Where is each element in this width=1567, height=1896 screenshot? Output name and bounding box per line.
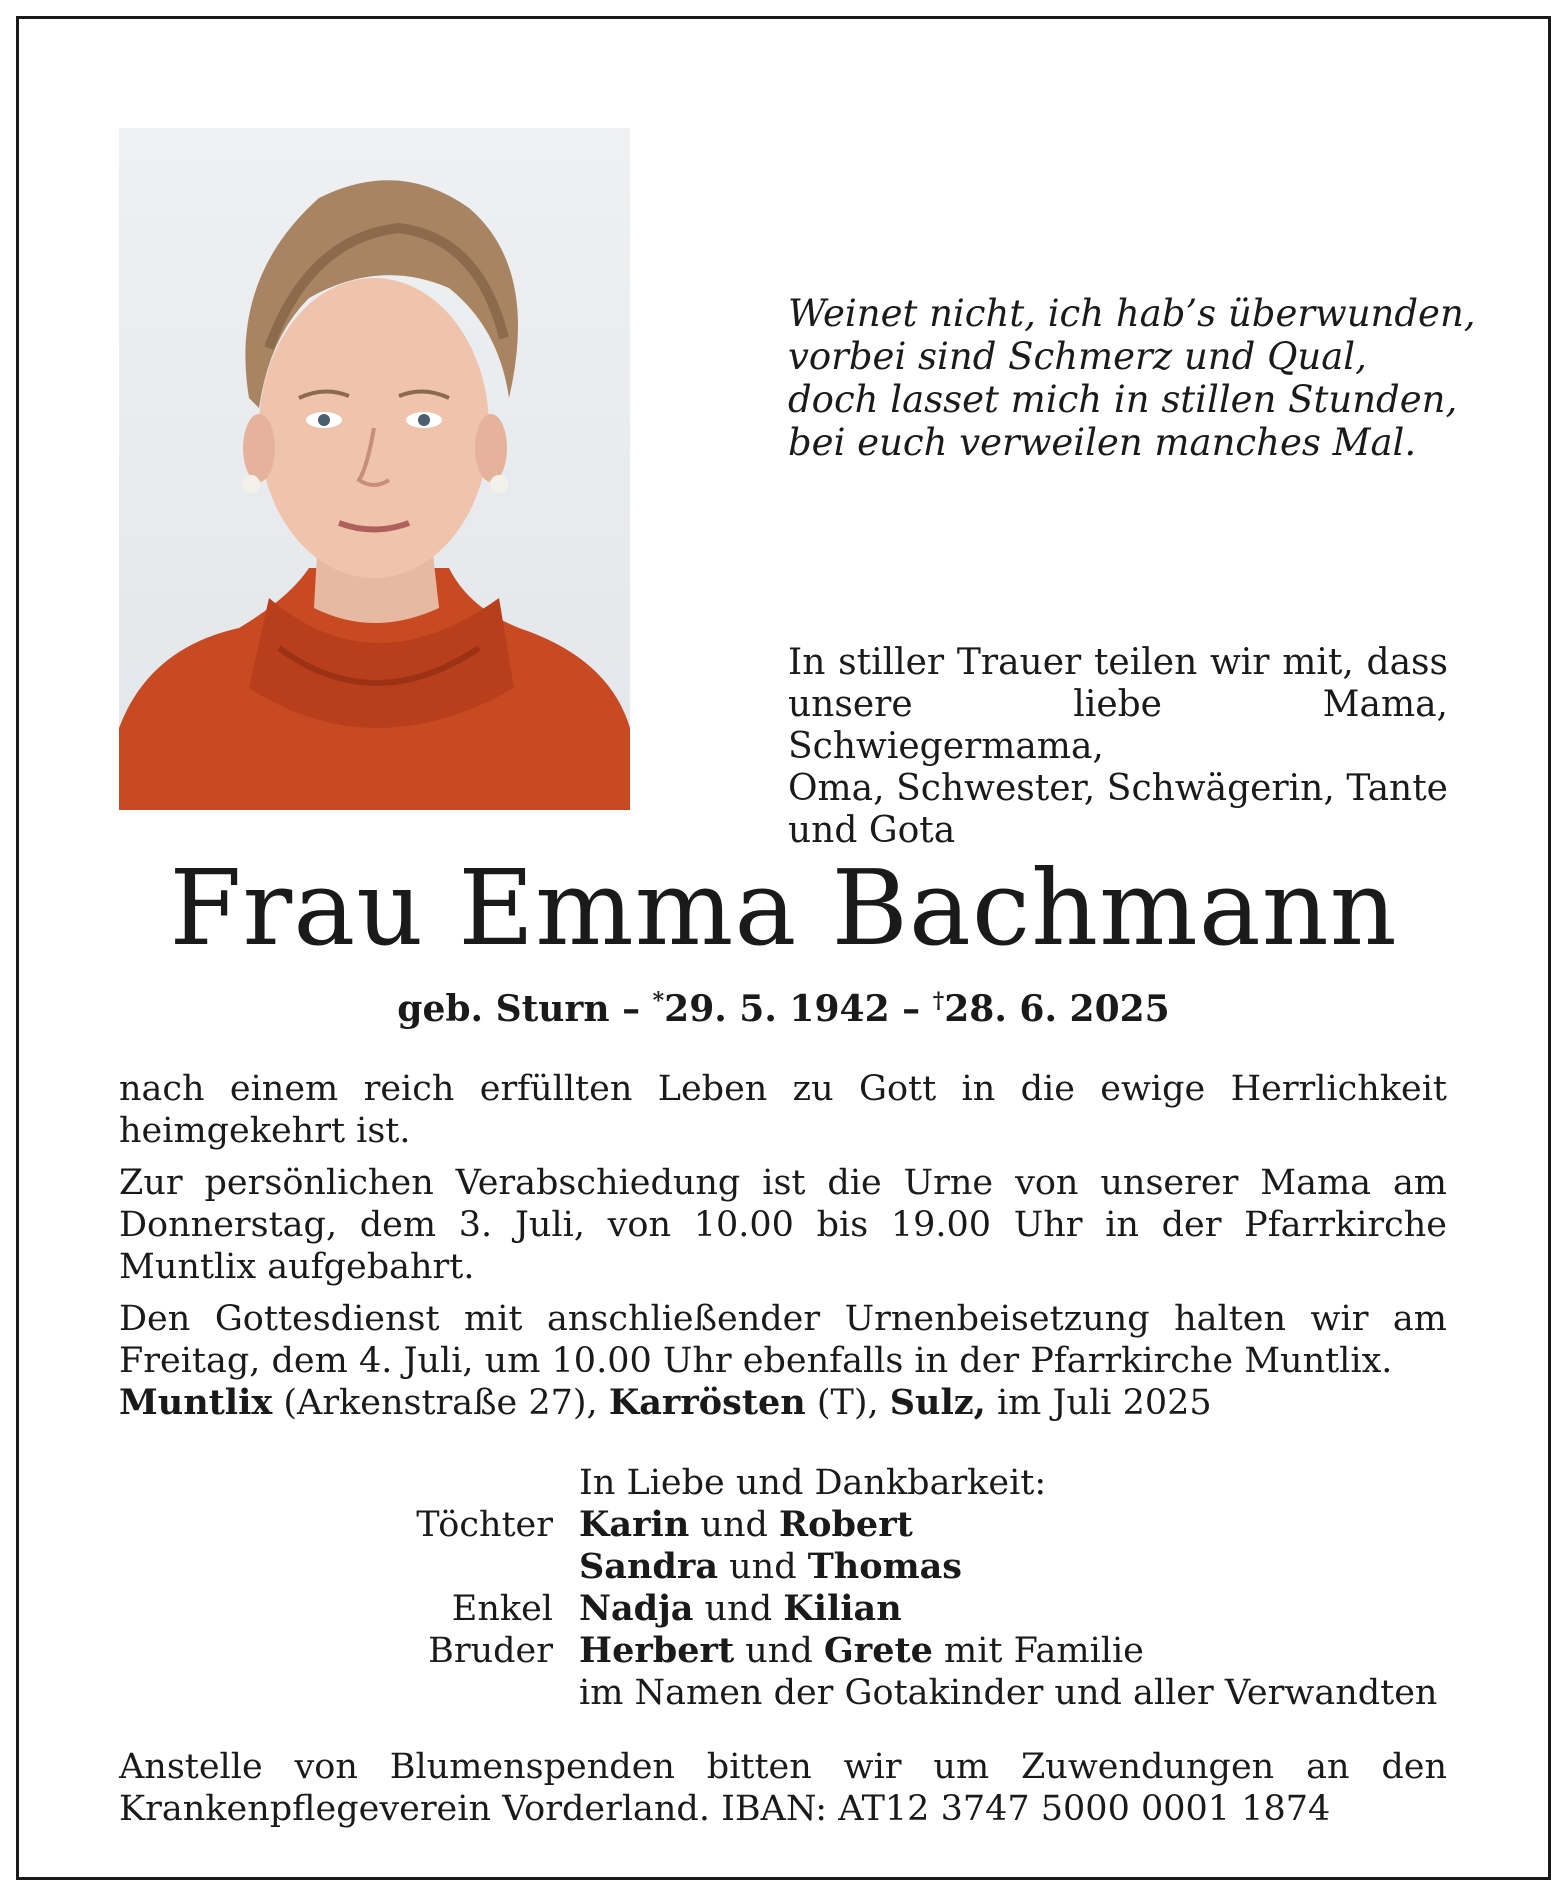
poem-verse [788, 292, 1476, 464]
mourner-name: Karin [579, 1504, 690, 1545]
mourner-name: Thomas [807, 1546, 963, 1587]
mourners-heading: In Liebe und Dankbarkeit: [579, 1463, 1047, 1503]
verse-line: vorbei sind Schmerz und Qual, [788, 335, 1367, 378]
announcement-body [119, 1068, 1447, 1392]
mourner-name: Kilian [783, 1588, 902, 1629]
verse-line: bei euch verweilen manches Mal. [788, 421, 1417, 464]
conjunction: und [718, 1547, 808, 1587]
birth-date: 29. 5. 1942 [664, 988, 890, 1030]
intro-line: und Gota [788, 810, 956, 851]
place-name: Karrösten [608, 1382, 806, 1423]
body-paragraph: nach einem reich erfüllten Leben zu Gott in die ewige Herrlichkeit heimgekehrt ist. [119, 1069, 1447, 1151]
body-paragraph: Zur persönlichen Verabschiedung ist die Urne von unserer Mama am Donnerstag, dem 3. Juli, von 10.00 bis 19.00 Uhr in der Pfarrkirche Muntlix aufgebahrt. [119, 1163, 1447, 1287]
mourners-closing: im Namen der Gotakinder und aller Verwandten [579, 1673, 1438, 1713]
mourner-name: Nadja [579, 1588, 694, 1629]
mourners-list [119, 1462, 1447, 1714]
mourner-name: Grete [823, 1630, 933, 1671]
separator: – [902, 988, 921, 1030]
maiden-name: geb. Sturn [397, 988, 610, 1030]
conjunction: und [734, 1631, 824, 1671]
intro-line: In stiller Trauer teilen wir mit, dass [788, 642, 1448, 683]
places-date-line [119, 1382, 1447, 1424]
death-date: 28. 6. 2025 [944, 988, 1170, 1030]
relation-label: Bruder [428, 1631, 553, 1671]
verse-line: doch lasset mich in stillen Stunden, [788, 378, 1458, 421]
place-detail: (T), [805, 1383, 890, 1423]
place-detail: (Arkenstraße 27), [272, 1383, 609, 1423]
conjunction: und [689, 1505, 780, 1545]
conjunction: und [693, 1589, 784, 1629]
died-symbol: † [932, 988, 945, 1014]
body-paragraph: Den Gottesdienst mit anschließender Urnenbeisetzung halten wir am Freitag, dem 4. Juli, um 10.00 Uhr ebenfalls in der Pfarrkirche Muntlix. [119, 1299, 1447, 1381]
portrait-photo [119, 128, 630, 810]
relation-label: Enkel [451, 1589, 553, 1629]
mourner-name: Robert [779, 1504, 913, 1545]
mourner-suffix: mit Familie [932, 1631, 1144, 1671]
intro-text [788, 642, 1448, 852]
born-symbol: * [652, 988, 665, 1014]
intro-line: Oma, Schwester, Schwägerin, Tante [788, 768, 1448, 809]
verse-line: Weinet nicht, ich hab’s überwunden, [788, 292, 1476, 335]
donation-note: Anstelle von Blumenspenden bitten wir um Zuwendungen an den Krankenpflegeverein Vorderland. IBAN: AT12 3747 5000 0001 1874 [119, 1747, 1447, 1829]
mourner-name: Sandra [579, 1546, 718, 1587]
intro-line: unsere liebe Mama, Schwiegermama, [788, 684, 1448, 767]
place-name: Muntlix [119, 1382, 273, 1423]
relation-label: Töchter [416, 1505, 553, 1545]
deceased-name: Frau Emma Bachmann [169, 847, 1398, 969]
date-text: im Juli 2025 [985, 1383, 1212, 1423]
mourner-name: Herbert [579, 1630, 735, 1671]
place-name: Sulz, [889, 1382, 986, 1423]
separator: – [622, 988, 641, 1030]
life-dates [0, 978, 1567, 1032]
